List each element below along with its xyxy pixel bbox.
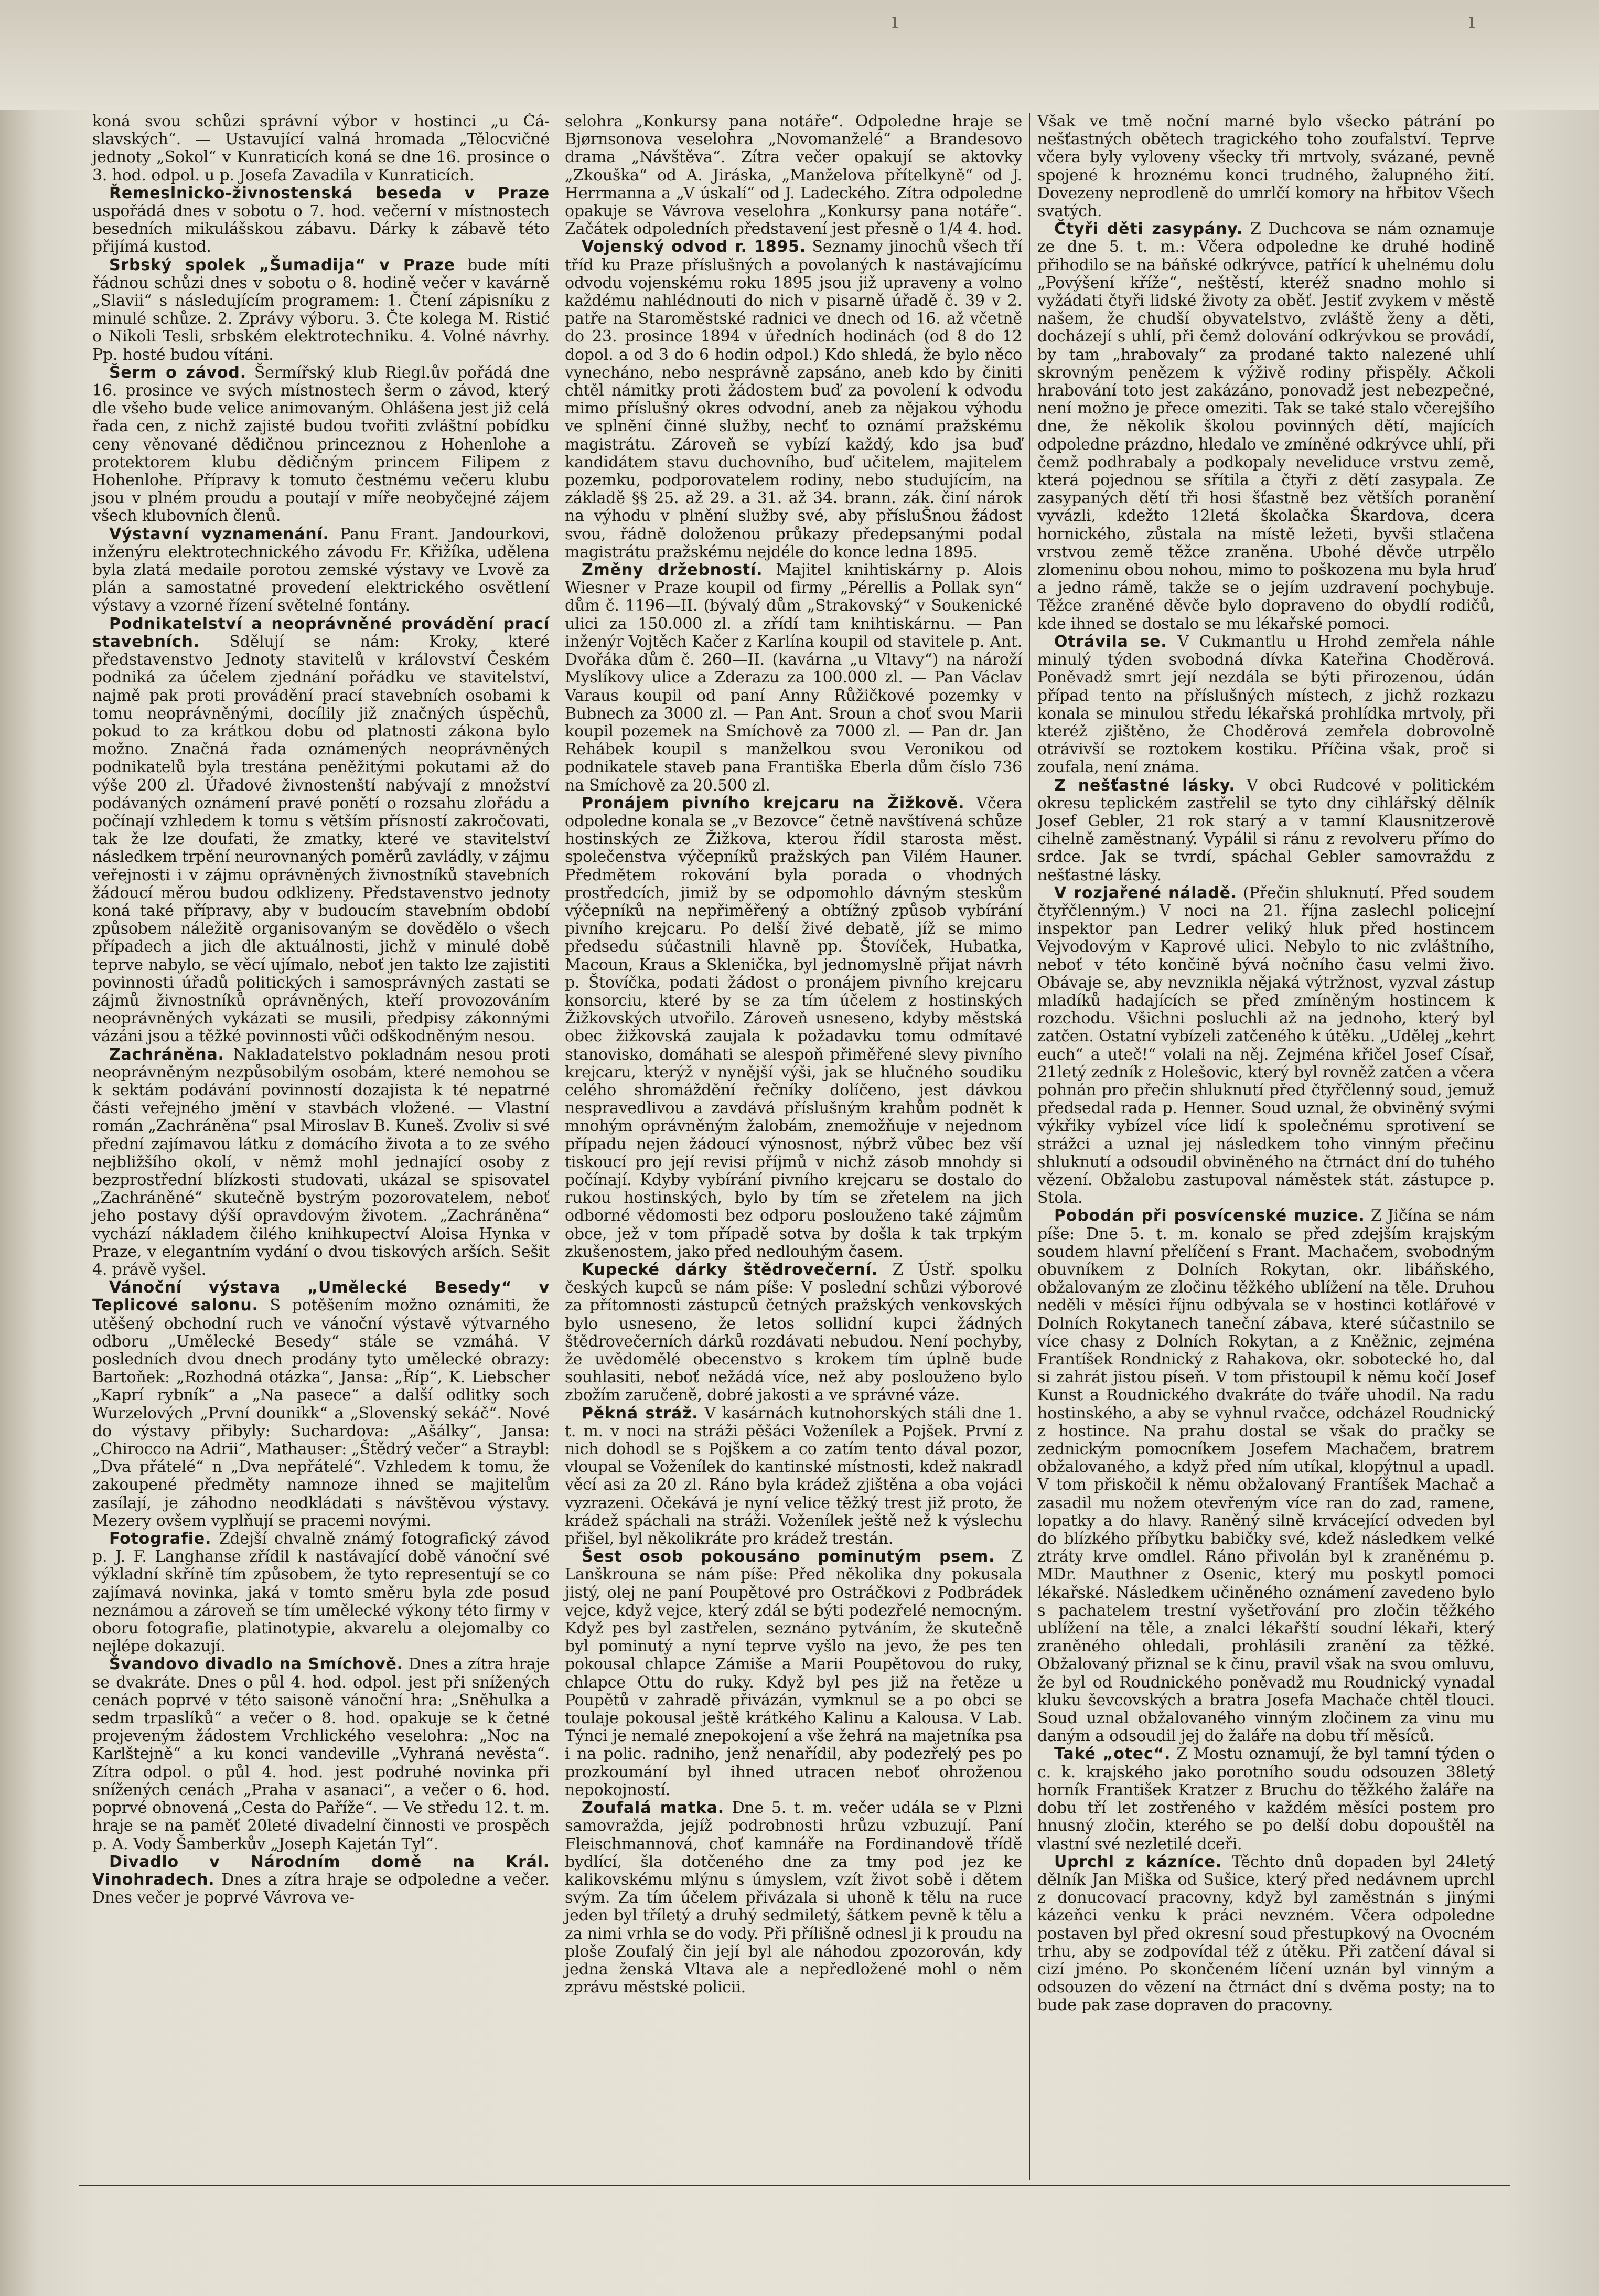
news-body: Zdejší chvalně známý fotografický závod p. J. F. Langhanse zřídil k nastávající době vánoční své výkladní skříně tím způsobem, že tyto representují se co zajímavá novinka, jaká v tomto směru byla zde posud neznámou a zároveň se tím umělecké výkony této firmy v oboru fotografie, platinotypie, akvarelu a olejomalby co nejlépe dokazují.: [92, 1530, 550, 1656]
news-body: Z Mostu oznamují, že byl tamní týden o c. k. krajského jako porotního soudu odsouzen 38letý horník František Kratzer z Bruchu do těžkého žaláře na dobu tří let zostřeného v každém měsíci postem pro hnusný zločin, kterého se po delší dobu dopouštěl na vlastní své nezletilé dceři.: [1037, 1745, 1495, 1853]
news-headline: Vánoční výstava „Umělecké Besedy“ v Teplicové salonu.: [92, 1278, 550, 1315]
news-body: Majitel knihtiskárny p. Alois Wiesner v Praze koupil od firmy „Pérellis a Pollak syn“ dům č. 1196—II. (bývalý dům „Strakovský“ v Soukenické ulici za 150.000 zl. a zřídí tam knihtiskárnu. — Pan inženýr Vojtěch Kačer z Karlína koupil od stavitele p. Ant. Dvořáka dům č. 260—II. (kavárna „u Vltavy“) na nároží Myslíkovy ulice a Zderazu za 100.000 zl. — Pan Václav Varaus koupil od paní Anny Růžičkové pozemky v Bubnech za 3000 zl. — Pan Ant. Sroun a choť svou Marii koupil pozemek na Smíchově za 7000 zl. — Pan dr. Jan Rehábek koupil s manželkou svou Veronikou od podnikatele staveb pana Františka Eberla dům číslo 736 na Smíchově za 20.500 zl.: [565, 561, 1023, 795]
news-item: [92, 1853, 550, 1907]
news-body: (Přečin shluknutí. Před soudem čtyřčlenným.) V noci na 21. října zaslechl policejní inspektor pan Ledrer veliký hluk před hostincem Vejvodovým v Kaprové ulici. Nebylo to nic zvláštního, neboť v této končině bývá nočního času velmi živo. Obávaje se, aby nevznikla nějaká výtržnost, vyzval zástup mladíků hadajících se před zmíněným hostincem k rozchodu. Všichni posluchli až na jednoho, který byl zatčen. Ostatní vybízeli zatčeného k útěku. „Udělej „kehrt euch“ a uteč!“ volali na něj. Zejména křičel Josef Císař, 21letý zedník z Holešovic, který byl rovněž zatčen a včera pohnán pro přečin shluknutí před čtyřčlenný soud, jemuž předsedal rada p. Henner. Soud uznal, že obviněný svými výkřiky vybízel více lidí k společnému sprotivení se strážci a uznal jej následkem toho vinným přečinu shluknutí a odsoudil obviněného na čtrnáct dní do tuhého vězení. Obžalobu zastupoval náměstek stát. zástupce p. Stola.: [1037, 883, 1495, 1208]
news-item: [92, 1656, 550, 1853]
news-item: [1037, 1207, 1495, 1745]
article-columns: [85, 113, 1502, 2180]
news-item: [565, 1548, 1022, 1799]
news-headline: Otrávila se.: [1054, 632, 1167, 651]
news-headline: V rozjařené náladě.: [1054, 883, 1237, 902]
bottom-rule: [79, 2185, 1510, 2186]
news-item: [1037, 777, 1495, 884]
news-body: S potěšením možno oznámiti, že utěšený obchodní ruch ve vánoční výstavě výtvarného odboru „Umělecké Besedy“ stále se vzmáhá. V posledních dvou dnech prodány tyto umělecké obrazy: Bartoňek: „Rozhodná otázka“, Jansa: „Říp“, K. Liebscher „Kaprí rybník“ a „Na pasece“ a další odlitky soch Wurzelových „První dounikk“ a „Slovenský sekáč“. Nové do výstavy přibyly: Suchardova: „Ašálky“, Jansa: „Chirocco na Adrii“, Mathauser: „Štědrý večer“ a Straybl: „Dva přátelé“ n „Dva nepřátelé“. Vzhledem k tomu, že zakoupené předměty namnoze ihned se majitelům zasílají, je záhodno neodkládati s návštěvou výstavy. Mezery ovšem vyplňují se pracemi novými.: [92, 1296, 550, 1530]
news-body: Dnes a zítra hraje se odpoledne a večer. Dnes večer je poprvé Vávrova ve-: [92, 1870, 550, 1907]
news-item: [92, 526, 550, 615]
news-item: [1037, 884, 1495, 1208]
news-item: [565, 113, 1022, 238]
news-body: Včera odpoledne konala se „v Bezovce“ četně navštívená schůze hostinských ze Žižkova, kterou řídil starosta měst. společenstva výčepníků pražských pan Vilém Hauner. Předmětem rokování byla porada o vhodných prostředcích, jimiž by se odpomohlo dávným steskům výčepníků na nepřiměřený a obtížný způsob vybírání pivního krejcaru. Po delší živé debatě, jíž se mimo předsedu súčastnili hlavně pp. Štovíček, Hubatka, Macoun, Kraus a Sklenička, byl jednomyslně přijat návrh p. Štovíčka, podati žádost o pronájem pivního krejcaru konsorciu, které by se za tím účelem z hostinských Žižkovských utvořilo. Zároveň usneseno, kdyby městská obec žižkovská zaujala k požadavku tomu odmítavé stanovisko, domáhati se alespoň přiměřené slevy pivního krejcaru, kterýž v nynější výši, jak se hlučného soudiku celého shromáždění řečníky dolíčeno, jest dávkou nespravedlivou a zavdává příslušným krahům podnět k mnohým oprávněným žalobám, znemožňuje v nejednom případu nejen žádoucí výnosnost, nýbrž vůbec bez vší tiskoucí pro její revisi příjmů v nichž zásob mnohdy si počínají. Kdyby vybírání pivního krejcaru se dostalo do rukou hostinských, bylo by tím se zřetelem na jich odborné vědomosti bez odporu poslouženo také zájmům obce, jež v tom případě sotva by došla k tak trpkým zkušenostem, jako před nedlouhým časem.: [565, 794, 1022, 1261]
news-body: V obci Rudcové v politickém okresu teplickém zastřelil se tyto dny cihlářský dělník Josef Gebler, 21 rok starý a v tamní Klausnitzerově cihelně zaměstnaný. Vypálil si ránu z revolveru přímo do srdce. Jak se tvrdí, spáchal Gebler samovraždu z nešťastné lásky.: [1037, 776, 1495, 884]
news-body: V Cukmantlu u Hrohd zemřela náhle minulý týden svobodná dívka Kateřina Choděrová. Poněvadž smrt její nezdála se býti přirozenou, údán případ tento na příslušných místech, z jichž rozkazu konala se minulou středu lékařská prohlídka mrtvoly, při kteréž zjištěno, že Choděrová zemřela dobrovolně otrávivší se roztokem kostiku. Příčina však, proč si zoufala, není známa.: [1037, 632, 1495, 777]
news-item: [92, 257, 550, 364]
news-body: selohra „Konkursy pana notáře“. Odpoledne hraje se Bjørnsonova veselohra „Novomanželé“ a Brandesovo drama „Návštěva“. Zítra večer opakují se aktovky „Zkouška“ od A. Jiráska, „Manželova přítelkyně“ od J. Herrmanna a „V úskalí“ od J. Ladeckého. Zítra odpoledne opakuje se Vávrova veselohra „Konkursy pana notáře“. Začátek odpoledních představení jest přesně o 1/4 4. hod.: [565, 113, 1022, 239]
news-headline: Podnikatelství a neoprávněné provádění prací stavebních.: [92, 614, 550, 651]
news-item: [92, 1046, 550, 1279]
news-item: [92, 113, 550, 185]
news-body: Dne 5. t. m. večer udála se v Plzni samovražda, jejíž podrobnosti hrůzu vzbuzují. Paní Fleischmannová, choť kamnáře na Fordinandově třídě bydlící, šla dotčeného dne za tmy pod jez ke kalikovskému mlýnu s úmyslem, vzít život sobě i dětem svým. Za tím účelem přivázala si uhoně k tělu na ruce jeden byl tříletý a druhý sedmiletý, šátkem pevně k tělu a za nimi vrhla se do vody. Při přílišně odnesl ji k proudu na ploše Zoufalý čin její byl ale náhodou zpozorován, kdy jedna ženská Vltava ale a nepředložené mohl o něm zprávu městské policii.: [565, 1799, 1022, 1997]
news-body: koná svou schůzi správní výbor v hostinci „u Čá-slavských“. — Ustavující valná hromada „Tělocvičné jednoty „Sokol“ v Kunraticích koná se dne 16. prosince o 3. hod. odpol. u p. Josefa Zavadila v Kunraticích.: [92, 113, 550, 185]
news-body: Z Lanškrouna se nám píše: Před několika dny pokusala jistý, olej ne paní Poupětové pro Ostráčkovi z Podbrádek vejce, když vejce, který zdál se býti podezřelé nemocným. Když pes byl zastřelen, seznáno pytváním, že skutečně byl pominutý a nyní teprve vyšlo na jevo, že pes ten pokousal chlapce Zámiše a Marii Poupětovou do ruky, chlapce Ottu do ruky. Když byl pes již na řetěze u Poupětů v zahradě přivázán, vymknul se a po obci se toulaje pokousal ještě krátkého Kalinu a Kalousa. V Lab. Týnci je nemalé znepokojení a vše žehrá na majetníka psa i na polic. radniho, jenž nenařídil, aby podezřelý pes po prozkoumání byl ihned utracen neboť ohroženou nepokojností.: [565, 1547, 1022, 1799]
news-headline: Čtyři děti zasypány.: [1054, 220, 1243, 239]
news-body: Však ve tmě noční marné bylo všecko pátrání po nešťastných obětech tragického toho zoufalství. Teprve včera byly vyloveny všecky tři mrtvoly, svázané, pevně spojené k hroznému konci trudného, žalupného žití. Dovezeny neprodleně do umrlčí komory na hřbitov Všech svatých.: [1037, 113, 1495, 221]
margin-mark-left: ı: [892, 9, 898, 34]
news-body: Z Ústř. spolku českých kupců se nám píše: V poslední schůzi výborové za přítomnosti zástupců četných pražských venkovských bylo usneseno, že letos sollidní kupci žádných štědrovečerních dárků rozdávati nebudou. Není pochyby, že uvědomělé obecenstvo s krokem tím úplně bude souhlasiti, neboť nežádá více, než aby poslouženo bylo zbožím zaručeně, dobré jakosti a ve správné váze.: [565, 1261, 1022, 1405]
news-item: [1037, 220, 1495, 633]
news-item: [565, 1405, 1022, 1549]
news-item: [565, 1799, 1022, 1996]
news-body: Panu Frant. Jandourkovi, inženýru elektrotechnického závodu Fr. Křižíka, udělena byla zlatá medaile porotou zemské výstavy ve Lvově za plán a samostatné provedení elektrického osvětlení výstavy a vzorné řízení světelné fontány.: [92, 525, 550, 615]
news-item: [565, 238, 1022, 561]
news-item: [565, 561, 1022, 795]
news-headline: Změny držebností.: [582, 561, 763, 580]
news-headline: Zachráněna.: [109, 1045, 224, 1064]
news-headline: Šest osob pokousáno pominutým psem.: [582, 1547, 995, 1566]
news-body: bude míti řádnou schůzi dnes v sobotu o 8. hodině večer v kavárně „Slavii“ s následujícím programem: 1. Čtení zápisníku z minulé schůze. 2. Zprávy výboru. 3. Čte kolega M. Ristić o Nikoli Tesli, srbském elektrotechniku. 4. Volné návrhy. Pp. hosté budou vítáni.: [92, 255, 550, 364]
news-item: [1037, 633, 1495, 777]
news-item: [565, 795, 1022, 1261]
news-body: V kasárnách kutnohorských stáli dne 1. t. m. v noci na stráži pěšáci Voženílek a Pojšek. První z nich dohodl se s Pojškem a co zatím tento dával pozor, vloupal se Voženílek do kantinské místnosti, kdež nakradl věcí asi za 20 zl. Ráno byla krádež zjištěna a oba vojáci vyzrazeni. Očekává je nyní velice těžký trest již proto, že krádež spáchali na stráži. Voženílek ještě než k výslechu přišel, byl několikráte pro krádež trestán.: [565, 1404, 1023, 1549]
news-headline: Řemeslnicko-živnostenská beseda v Praze: [109, 184, 550, 202]
news-headline: Také „otec“.: [1054, 1745, 1171, 1764]
news-body: uspořádá dnes v sobotu o 7. hod. večerní v místnostech besedních mikulášskou zábavu. Dárky k zábavě této přijímá kustod.: [92, 202, 550, 257]
page-binding-edge: [0, 0, 37, 2296]
news-headline: Vojenský odvod r. 1895.: [582, 238, 807, 257]
news-item: [1037, 113, 1495, 220]
news-headline: Pobodán při posvícenské muzice.: [1054, 1206, 1365, 1225]
column-right: [1030, 113, 1502, 2180]
news-headline: Pěkná stráž.: [582, 1404, 699, 1423]
news-body: Z Duchcova se nám oznamuje ze dne 5. t. m.: Včera odpoledne ke druhé hodině přihodilo se na báňské odkrývce, patřící k uhelnému dolu „Povýšení kříže“, neštěstí, kteréž snadno mohlo si vyžádati čtyři lidské životy za oběť. Jestiť zvykem v městě našem, že chudší obyvatelstvo, zvláště ženy a děti, docházejí s uhlí, při čemž dolování odkrývkou se provádí, by tam „hrabovaly“ za prodané takto nalezené uhlí skrovným penězem k výživě rodiny přispěly. Ačkoli hrabování toto jest zakázáno, ponovadž jest nebezpečné, není možno je přece omeziti. Tak se také stalo včerejšího dne, že několik školou povinných dětí, majících odpoledne prázdno, hledalo ve zmíněné odkrývce uhlí, při čemž podhrabaly a podkopaly neveliduce vrstvu země, která pojednou se sřítila a čtyři z dětí zasypala. Ze zasypaných dětí tři hosi šťastně bez větších poranění vyvázli, kdežto 12letá školačka Škardova, dcera hornického, zůstala na místě ležeti, byvši stlačena vrstvou země těžce zraněna. Ubohé děvče utrpělo zlomeninu obou nohou, mimo to poškozena mu byla hruď a jedno rámě, takže se o jejím uzdravení pochybuje. Těžce zraněné děvče bylo dopraveno do obydlí rodičů, kde ihned se dostalo se mu lékařské pomoci.: [1037, 220, 1495, 633]
news-body: Šermířský klub Riegl.ův pořádá dne 16. prosince ve svých místnostech šerm o závod, který dle všeho bude velice animovaným. Ohlášena jest již celá řada cen, z nichž zajisté budou tvořiti zvláštní pobídku ceny věnované dědičnou princeznou z Hohenlohe a protektorem klubu dědičným princem Filipem z Hohenlohe. Přípravy k tomuto čestnému večeru klubu jsou v plném proudu a poutají v míře neobyčejné zájem všech klubovních členů.: [92, 363, 550, 526]
news-headline: Výstavní vyznamenání.: [109, 525, 329, 543]
news-item: [1037, 1745, 1495, 1853]
column-middle: [557, 113, 1029, 2180]
news-headline: Pronájem pivního krejcaru na Žižkově.: [582, 794, 965, 813]
news-body: Z Jičína se nám píše: Dne 5. t. m. konalo se před zdejším krajským soudem hlavní přelíčení s Frant. Machačem, svobodným obuvníkem z Dolních Rokytan, okr. libáňského, obžalovaným ze zločinu těžkého ublížení na těle. Druhou neděli v měsíci říjnu odbývala se v hostinci kotlářové v Dolních Rokytanech taneční zábava, které súčastnilo se více chasy z Dolních Rokytan, a z Kněžnic, zejména Frantíšek Rondnický z Rahakova, okr. sobotecké ho, dal si zahrát jistou píseň. V tom přistoupil k němu kočí Josef Kunst a Roudnického dvakráte do tváře uhodil. Na radu hostinského, a aby se vyhnul rvačce, odcházel Roudnický z hostince. Na prahu dostal se však do pračky se zednickým pomocníkem Josefem Machačem, bratrem obžalovaného, a když před ním utíkal, klopýtnul a upadl. V tom přiskočil k němu obžalovaný Frantíšek Machač a zasadil mu nožem otevřeným více ran do zad, ramene, lopatky a do hlavy. Raněný silně krvácející odveden byl do blízkého příbytku babičky své, kdež následkem velké ztráty krve omdlel. Ráno přivolán byl k zraněnému p. MDr. Mauthner z Osenic, který mu poskytl pomoci lékařské. Následkem učiněného oznámení zavedeno bylo s pachatelem trestní vyšetřování pro zločin těžkého ublížení na těle, a znalci lékařští soudní lékaři, který zraněného ohledali, prohlásili zranění za těžké. Obžalovaný přiznal se k činu, pravil však na svou omluvu, že byl od Roudnického poněvadž mu Roudnický vynadal kluku ševcovských a bratra Josefa Machače chtěl tlouci. Soud uznal obžalovaného vinným zločinem za vinu mu daným a odsoudil jej do žaláře na dobu tří měsíců.: [1037, 1206, 1495, 1746]
news-body: Těchto dnů dopaden byl 24letý dělník Jan Miška od Sušice, který před nedávnem uprchl z donucovací pracovny, když byl zaměstnán s jinými kázeňci venku k práci nevzném. Včera odpoledne postaven byl před okresní soud přestupkový na Ovocném trhu, aby se zodpovídal též z útěku. Při zatčení dával si cizí jméno. Po skončeném líčení uznán byl vinným a odsouzen do vězení na čtrnáct dní s dvěma posty; na to bude pak zase dopraven do pracovny.: [1037, 1852, 1495, 2015]
news-item: [565, 1261, 1022, 1405]
news-headline: Kupecké dárky štědrovečerní.: [582, 1261, 878, 1279]
news-item: [92, 364, 550, 526]
margin-mark-right: ı: [1468, 9, 1475, 34]
news-headline: Švandovo divadlo na Smíchově.: [109, 1655, 403, 1674]
news-headline: Divadlo v Národním domě na Král. Vinohradech.: [92, 1852, 550, 1889]
column-left: [85, 113, 557, 2180]
news-item: [92, 1530, 550, 1656]
news-headline: Zoufalá matka.: [582, 1799, 724, 1818]
news-headline: Fotografie.: [109, 1530, 212, 1549]
news-item: [1037, 1853, 1495, 2015]
news-headline: Srbský spolek „Šumadija“ v Praze: [109, 255, 455, 274]
news-body: Dnes a zítra hraje se dvakráte. Dnes o půl 4. hod. odpol. jest při snížených cenách poprvé v této saisoně vánoční hra: „Sněhulka a sedm trpaslíků“ a večer o 8. hod. opakuje se k četné projeveným žádostem Vrchlického veselohra: „Noc na Karlštejně“ a ku konci vandeville „Vyhraná nevěsta“. Zítra odpol. o půl 4. hod. jest podruhé novinka při snížených cenách „Praha v asanaci“, a večer o 6. hod. poprvé obnovená „Cesta do Paříže“. — Ve středu 12. t. m. hraje se na paměť 20leté divadelní činnosti ve prospěch p. A. Vody Šamberkův „Joseph Kajetán Tyl“.: [92, 1655, 550, 1853]
news-item: [92, 1279, 550, 1530]
news-body: Sdělují se nám: Kroky, které představenstvo Jednoty stavitelů v království Českém podniká za účelem zjednání pořádku ve stavitelství, najmě pak proti provádění prací stavebních osobami k tomu neoprávněnými, docílily již značných úspěchů, pokud to za krátkou dobu od platnosti zákona bylo možno. Značná řada oznámených neoprávněných podnikatelů byla trestána peněžitými pokutami až do výše 200 zl. Úřadové živnostenští nabývají z množství podávaných oznámení pravé ponětí o rozsahu zlořádu a počínají vzhledem k tomu s větším přísností zakročovati, tak že lze doufati, že zmatky, které ve stavitelství následkem trpění neurovnaných poměrů zavládly, v zájmu veřejnosti i v zájmu oprávněných živnostníků stavebních žádoucí měrou budou odklizeny. Představenstvo jednoty koná také přípravy, aby v budoucím stavebním období způsobem náležitě organisovaným se dovědělo o všech případech a jich dle aktuálnosti, jichž v minulé době teprve nabylo, se věcí ujímalo, neboť jen takto lze zajistiti povinnosti úřadů politických i samosprávných zastati se zájmů živnostníků oprávněných, kteří provozováním neoprávněných vykázati se musili, předpisy zákonnými vázáni jsou a těžké povinnosti vůči odškodněným nesou.: [92, 632, 550, 1046]
news-body: Seznamy jinochů všech tří tříd ku Praze příslušných a povolaných k nastávajícímu odvodu vojenskému roku 1895 jsou již upraveny a volno každému nahlédnouti do nich v pisarně úřadě č. 39 v 2. patře na Staroměstské radnici ve dnech od 16. až včetně do 23. prosince 1894 v úředních hodinách (od 8 do 12 dopol. a od 3 do 6 hodin odpol.) Kdo shledá, že bylo něco vynecháno, nebo nesprávně zapsáno, aneb kdo by činiti chtěl námitky proti žádostem buď za povolení k odvodu mimo příslušný okres odvodní, aneb za nějakou výhodu ve splnění činné služby, nechť to oznámí pražskému magistrátu. Zároveň se vybízí každý, kdo jsa buď kandidátem stavu duchovního, buď učitelem, majitelem pozemku, podporovatelem rodiny, nebo studujícím, na základě §§ 25. až 29. a 31. až 34. brann. zák. činí nárok na výhodu v plnění služby své, aby přísluŠnou žádost svou, řádně doloženou průkazy předepsanými podal magistrátu pražskému nejdéle do konce ledna 1895.: [565, 238, 1022, 561]
page-top-margin: [0, 0, 1599, 110]
news-item: [92, 185, 550, 257]
news-body: Nakladatelstvo pokladnám nesou proti neoprávněným nezpůsobilým osobám, které nemohou se k sektám podávání povinností dozajista k té nepatrné části veřejného jmění v stavbách vložené. — Vlastní román „Zachráněna“ psal Miroslav B. Kuneš. Zvoliv si své přední zajímavou látku z domácího života a to ze svého nejbližšího okolí, v němž mohl jednající osoby z bezprostřední blízkosti studovati, ukázal se spisovatel „Zachráněné“ skutečně bystrým pozorovatelem, neboť jeho postavy dýší opravdovým životem. „Zachráněna“ vychází nákladem čilého knihkupectví Aloisa Hynka v Praze, v elegantním vydání o dvou tiskových arších. Sešit 4. právě vyšel.: [92, 1045, 550, 1279]
news-headline: Šerm o závod.: [109, 363, 246, 382]
news-headline: Uprchl z kázníce.: [1054, 1852, 1222, 1871]
news-item: [92, 615, 550, 1046]
news-headline: Z nešťastné lásky.: [1054, 776, 1236, 795]
